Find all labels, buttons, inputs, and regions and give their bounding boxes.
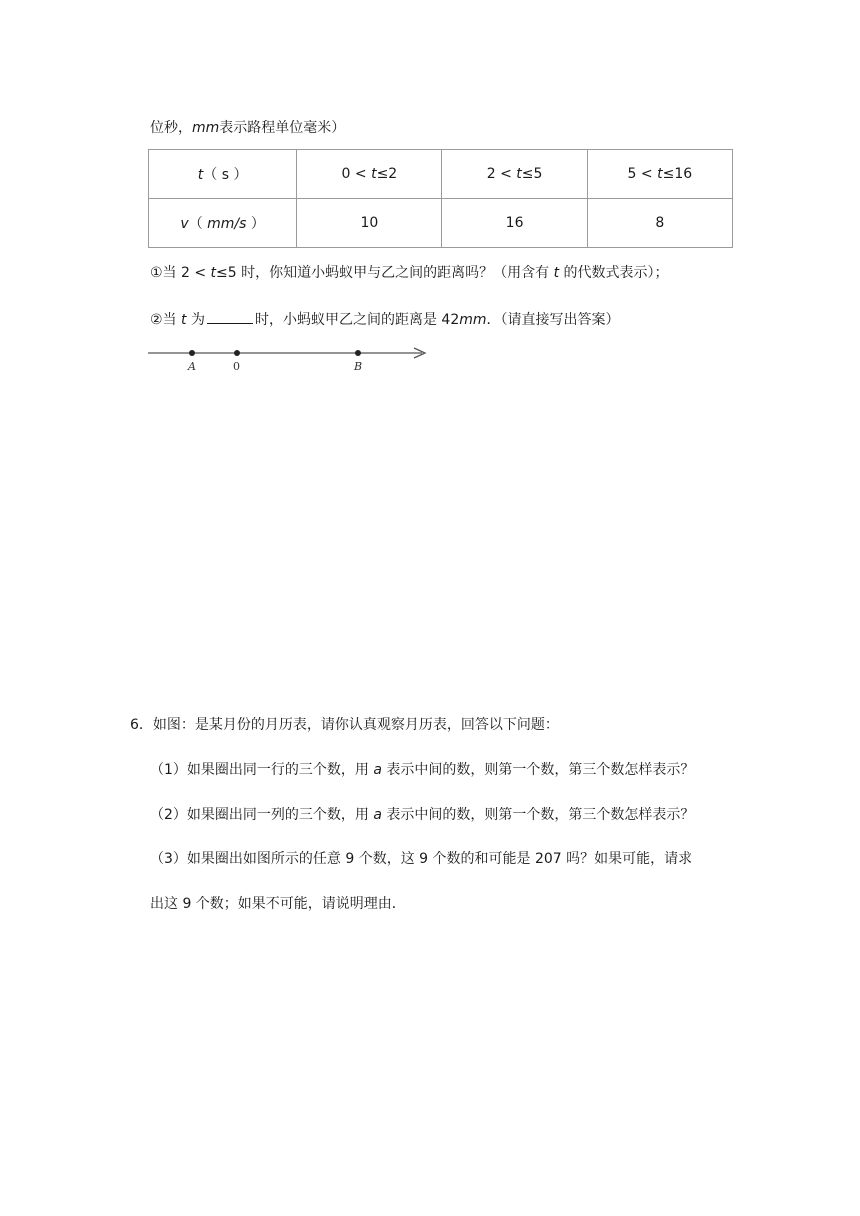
p1-text-b: 表示中间的数，则第一个数，第三个数怎样表示？: [381, 762, 695, 778]
cell-var: t: [516, 166, 522, 182]
cell-var: t: [371, 166, 377, 182]
time-var: t: [197, 167, 204, 183]
point-a: [189, 350, 195, 356]
speed-var: v: [180, 216, 189, 232]
p1-text-a: （1）如果圈出同一行的三个数，用: [150, 762, 374, 778]
q1-var: t: [210, 265, 217, 281]
table-cell: [297, 150, 442, 199]
table-row-speed: [149, 199, 733, 248]
cell-var: t: [657, 166, 663, 182]
p2-var: a: [373, 807, 382, 823]
cell-text: ≤2: [376, 166, 398, 182]
question-2: [150, 309, 620, 330]
q2-unit: mm: [459, 312, 487, 328]
p2-text-a: （2）如果圈出同一列的三个数，用: [150, 807, 374, 823]
problem-6-part-1: [150, 760, 694, 780]
speed-open: （: [188, 216, 208, 232]
point-origin: [234, 350, 240, 356]
q1-var2: t: [553, 265, 560, 281]
intro-suffix: 表示路程单位毫米）: [219, 120, 346, 136]
table-cell: 10: [297, 199, 442, 248]
cell-text: 2 <: [486, 166, 517, 182]
q2-text-d: ．（请直接写出答案）: [486, 312, 620, 328]
table-cell: [442, 150, 587, 199]
speed-table: [148, 149, 733, 248]
intro-line: [150, 118, 345, 138]
label-a: A: [188, 360, 196, 373]
problem-6-title: 6．如图：是某月份的月历表，请你认真观察月历表，回答以下问题：: [130, 717, 559, 733]
cell-text: 5 <: [627, 166, 658, 182]
table-cell: 16: [442, 199, 587, 248]
p1-var: a: [373, 762, 382, 778]
p2-text-b: 表示中间的数，则第一个数，第三个数怎样表示？: [381, 807, 695, 823]
time-unit: （ s ）: [203, 167, 248, 183]
table-cell: [587, 150, 732, 199]
q1-text-c: 的代数式表示）；: [559, 265, 669, 281]
q2-text-c: 时，小蚂蚁甲乙之间的距离是 42: [254, 312, 460, 328]
number-line-figure: [146, 343, 436, 379]
intro-unit: mm: [192, 120, 220, 136]
label-b: B: [354, 360, 363, 373]
table-cell: 8: [587, 199, 732, 248]
point-b: [355, 350, 361, 356]
problem-6-part-2: [150, 805, 694, 825]
answer-blank[interactable]: [207, 309, 253, 324]
cell-text: ≤5: [521, 166, 543, 182]
intro-prefix: 位秒，: [150, 120, 192, 136]
speed-close: ）: [246, 216, 265, 232]
problem-6-part-3-line-1: （3）如果圈出如图所示的任意 9 个数，这 9 个数的和可能是 207 吗？如果可能，请求: [150, 851, 693, 867]
q2-text-a: ②当: [150, 312, 182, 328]
cell-text: ≤16: [662, 166, 693, 182]
q2-var: t: [181, 312, 187, 328]
q1-text-b: ≤5 时，你知道小蚂蚁甲与乙之间的距离吗？（用含有: [216, 265, 554, 281]
table-header-time: [149, 150, 297, 199]
question-1: [150, 263, 669, 283]
q1-text-a: ①当 2 <: [150, 265, 211, 281]
label-origin: 0: [233, 360, 240, 373]
speed-unit: mm/s: [207, 216, 247, 232]
cell-text: 0 <: [341, 166, 372, 182]
q2-text-b: 为: [186, 312, 205, 328]
table-header-speed: [149, 199, 297, 248]
problem-6-part-3-line-2: 出这 9 个数；如果不可能，请说明理由．: [150, 896, 406, 912]
table-row-time: [149, 150, 733, 199]
